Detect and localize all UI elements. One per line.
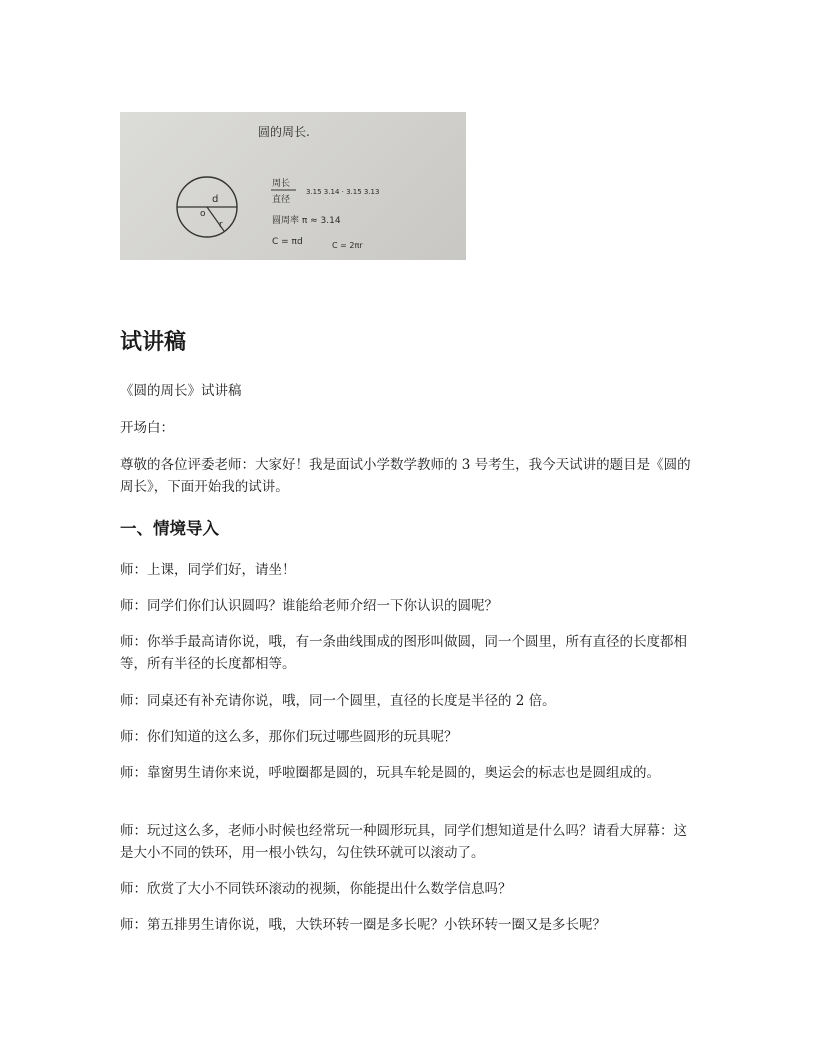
- center-label: o: [200, 209, 206, 219]
- page-title: 试讲稿: [120, 330, 187, 355]
- formula-radius: C = 2πr: [332, 241, 363, 250]
- notes-title: 圆的周长.: [258, 125, 310, 139]
- dialogue-paragraph: 师：上课，同学们好，请坐！: [120, 562, 296, 578]
- dialogue-paragraph: 师：你举手最高请你说，哦，有一条曲线围成的图形叫做圆，同一个圆里，所有直径的长度都相等，所有半径的长度都相等。: [120, 634, 687, 672]
- formula-diameter: C = πd: [272, 237, 303, 247]
- opening-paragraph: 尊敬的各位评委老师：大家好！我是面试小学数学教师的 3 号考生，我今天试讲的题目是《圆的周长》，下面开始我的试讲。: [120, 457, 691, 495]
- opening-label: 开场白：: [120, 420, 174, 436]
- dialogue-paragraph: 师：靠窗男生请你来说，呼啦圈都是圆的，玩具车轮是圆的，奥运会的标志也是圆组成的。: [120, 765, 660, 781]
- diameter-label: d: [212, 194, 219, 205]
- dialogue-paragraph: 师：同学们你们认识圆吗？谁能给老师介绍一下你认识的圆呢？: [120, 598, 498, 614]
- ratio-values: 3.15 3.14 · 3.15 3.13: [306, 188, 380, 196]
- dialogue-paragraph: 师：同桌还有补充请你说，哦，同一个圆里，直径的长度是半径的 2 倍。: [120, 693, 556, 709]
- dialogue-paragraph: 师：第五排男生请你说，哦，大铁环转一圈是多长呢？小铁环转一圈又是多长呢？: [120, 917, 606, 933]
- section-title: 一、情境导入: [120, 519, 219, 538]
- doc-subtitle: 《圆的周长》试讲稿: [120, 383, 242, 399]
- notes-drawing: [120, 112, 466, 260]
- handwritten-notes-photo: [120, 112, 466, 260]
- fraction-numerator: 周长: [272, 179, 291, 189]
- dialogue-paragraph: 师：你们知道的这么多，那你们玩过哪些圆形的玩具呢？: [120, 729, 458, 745]
- dialogue-paragraph: 师：玩过这么多，老师小时候也经常玩一种圆形玩具，同学们想知道是什么吗？请看大屏幕：这是大小不同的铁环，用一根小铁勾，勾住铁环就可以滚动了。: [120, 823, 687, 861]
- radius-label: r: [219, 220, 223, 230]
- dialogue-paragraph: 师：欣赏了大小不同铁环滚动的视频，你能提出什么数学信息吗？: [120, 881, 512, 897]
- fraction-denominator: 直径: [272, 195, 291, 205]
- pi-line: 圆周率 π ≈ 3.14: [272, 216, 341, 226]
